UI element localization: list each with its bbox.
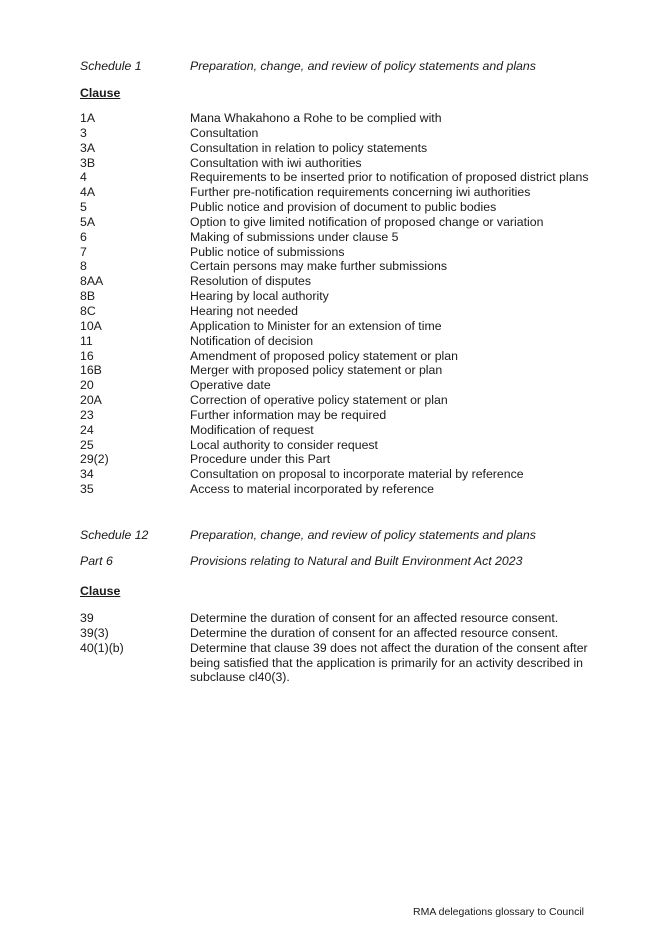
- clause-row: [80, 259, 620, 274]
- clause-description: Modification of request: [190, 422, 314, 437]
- clause-description: Determine the duration of consent for an affected resource consent.: [190, 611, 559, 625]
- clause-number: 10A: [80, 318, 102, 333]
- clause-number: 8AA: [80, 274, 104, 289]
- clause-row: [80, 185, 620, 200]
- clause-row: [80, 349, 620, 364]
- clause-row: [80, 452, 620, 467]
- clause-row: [80, 641, 620, 686]
- clause-number: 7: [80, 244, 87, 259]
- clause-row: [80, 274, 620, 289]
- clause-description: Consultation in relation to policy statements: [190, 140, 428, 155]
- clause-row: [80, 230, 620, 245]
- part-title: Provisions relating to Natural and Built Environment Act 2023: [190, 554, 523, 568]
- clause-row: [80, 215, 620, 230]
- clause-description: Making of submissions under clause 5: [190, 229, 399, 244]
- clause-number: 4: [80, 170, 87, 185]
- clause-number: 3A: [80, 140, 96, 155]
- clause-description: Consultation on proposal to incorporate material by reference: [190, 467, 524, 482]
- schedule-title: Preparation, change, and review of policy statements and plans: [190, 59, 536, 73]
- clause-description: Determine the duration of consent for an affected resource consent.: [190, 625, 559, 640]
- clause-list-schedule-12: [80, 611, 620, 685]
- clause-description: Merger with proposed policy statement or plan: [190, 363, 443, 378]
- clause-number: 34: [80, 467, 94, 482]
- clause-description: Consultation with iwi authorities: [190, 155, 362, 170]
- clause-description: Access to material incorporated by reference: [190, 482, 435, 497]
- clause-number: 5: [80, 200, 87, 215]
- clause-description: Further information may be required: [190, 407, 387, 422]
- schedule-code: Schedule 12: [80, 528, 149, 542]
- clause-row: [80, 408, 620, 423]
- clause-row: [80, 126, 620, 141]
- clause-number: 3: [80, 125, 87, 140]
- clause-description: Further pre-notification requirements concerning iwi authorities: [190, 185, 531, 200]
- clause-number: 29(2): [80, 452, 109, 467]
- clause-number: 39: [80, 611, 94, 625]
- clause-heading: Clause: [80, 584, 121, 598]
- clause-number: 20A: [80, 393, 102, 408]
- clause-row: [80, 245, 620, 260]
- clause-row: [80, 423, 620, 438]
- clause-description: Consultation: [190, 125, 259, 140]
- clause-row: [80, 626, 620, 641]
- clause-description: Requirements to be inserted prior to notification of proposed district plans: [190, 170, 589, 185]
- clause-list-schedule-1: [80, 111, 620, 497]
- clause-number: 39(3): [80, 625, 109, 640]
- clause-number: 40(1)(b): [80, 640, 124, 655]
- clause-row: [80, 111, 620, 126]
- clause-row: [80, 156, 620, 171]
- clause-heading: Clause: [80, 86, 121, 100]
- clause-description: Public notice of submissions: [190, 244, 345, 259]
- clause-row: [80, 319, 620, 334]
- clause-row: [80, 363, 620, 378]
- clause-number: 8C: [80, 303, 96, 318]
- part-code: Part 6: [80, 554, 113, 568]
- clause-description: Hearing not needed: [190, 303, 299, 318]
- clause-number: 35: [80, 482, 94, 497]
- clause-description: Local authority to consider request: [190, 437, 378, 452]
- clause-row: [80, 611, 620, 626]
- clause-description: Notification of decision: [190, 333, 314, 348]
- clause-number: 4A: [80, 185, 96, 200]
- clause-number: 16: [80, 348, 94, 363]
- clause-description: Determine that clause 39 does not affect the duration of the consent after being satisfied that the application is primarily for an activity described in subclause cl40(3).: [190, 640, 588, 685]
- clause-row: [80, 170, 620, 185]
- page-footer: RMA delegations glossary to Council: [413, 906, 585, 918]
- clause-row: [80, 467, 620, 482]
- clause-number: 8B: [80, 289, 96, 304]
- clause-number: 24: [80, 422, 94, 437]
- clause-number: 23: [80, 407, 94, 422]
- clause-description: Resolution of disputes: [190, 274, 311, 289]
- clause-description: Mana Whakahono a Rohe to be complied with: [190, 111, 442, 125]
- clause-description: Application to Minister for an extension of time: [190, 318, 442, 333]
- clause-number: 8: [80, 259, 87, 274]
- clause-number: 16B: [80, 363, 102, 378]
- clause-row: [80, 289, 620, 304]
- clause-number: 1A: [80, 111, 96, 125]
- clause-row: [80, 200, 620, 215]
- schedule-code: Schedule 1: [80, 59, 142, 73]
- clause-row: [80, 438, 620, 453]
- clause-description: Operative date: [190, 378, 271, 393]
- clause-row: [80, 304, 620, 319]
- clause-description: Public notice and provision of document to public bodies: [190, 200, 497, 215]
- clause-description: Hearing by local authority: [190, 289, 329, 304]
- clause-number: 6: [80, 229, 87, 244]
- clause-description: Amendment of proposed policy statement or plan: [190, 348, 458, 363]
- clause-row: [80, 482, 620, 497]
- clause-number: 25: [80, 437, 94, 452]
- clause-number: 20: [80, 378, 94, 393]
- clause-number: 5A: [80, 214, 96, 229]
- clause-number: 3B: [80, 155, 96, 170]
- clause-description: Procedure under this Part: [190, 452, 331, 467]
- clause-number: 11: [80, 333, 93, 348]
- schedule-title: Preparation, change, and review of policy statements and plans: [190, 528, 536, 542]
- clause-row: [80, 393, 620, 408]
- clause-description: Option to give limited notification of proposed change or variation: [190, 214, 544, 229]
- clause-row: [80, 378, 620, 393]
- clause-row: [80, 334, 620, 349]
- clause-description: Correction of operative policy statement or plan: [190, 393, 448, 408]
- clause-description: Certain persons may make further submissions: [190, 259, 447, 274]
- clause-row: [80, 141, 620, 156]
